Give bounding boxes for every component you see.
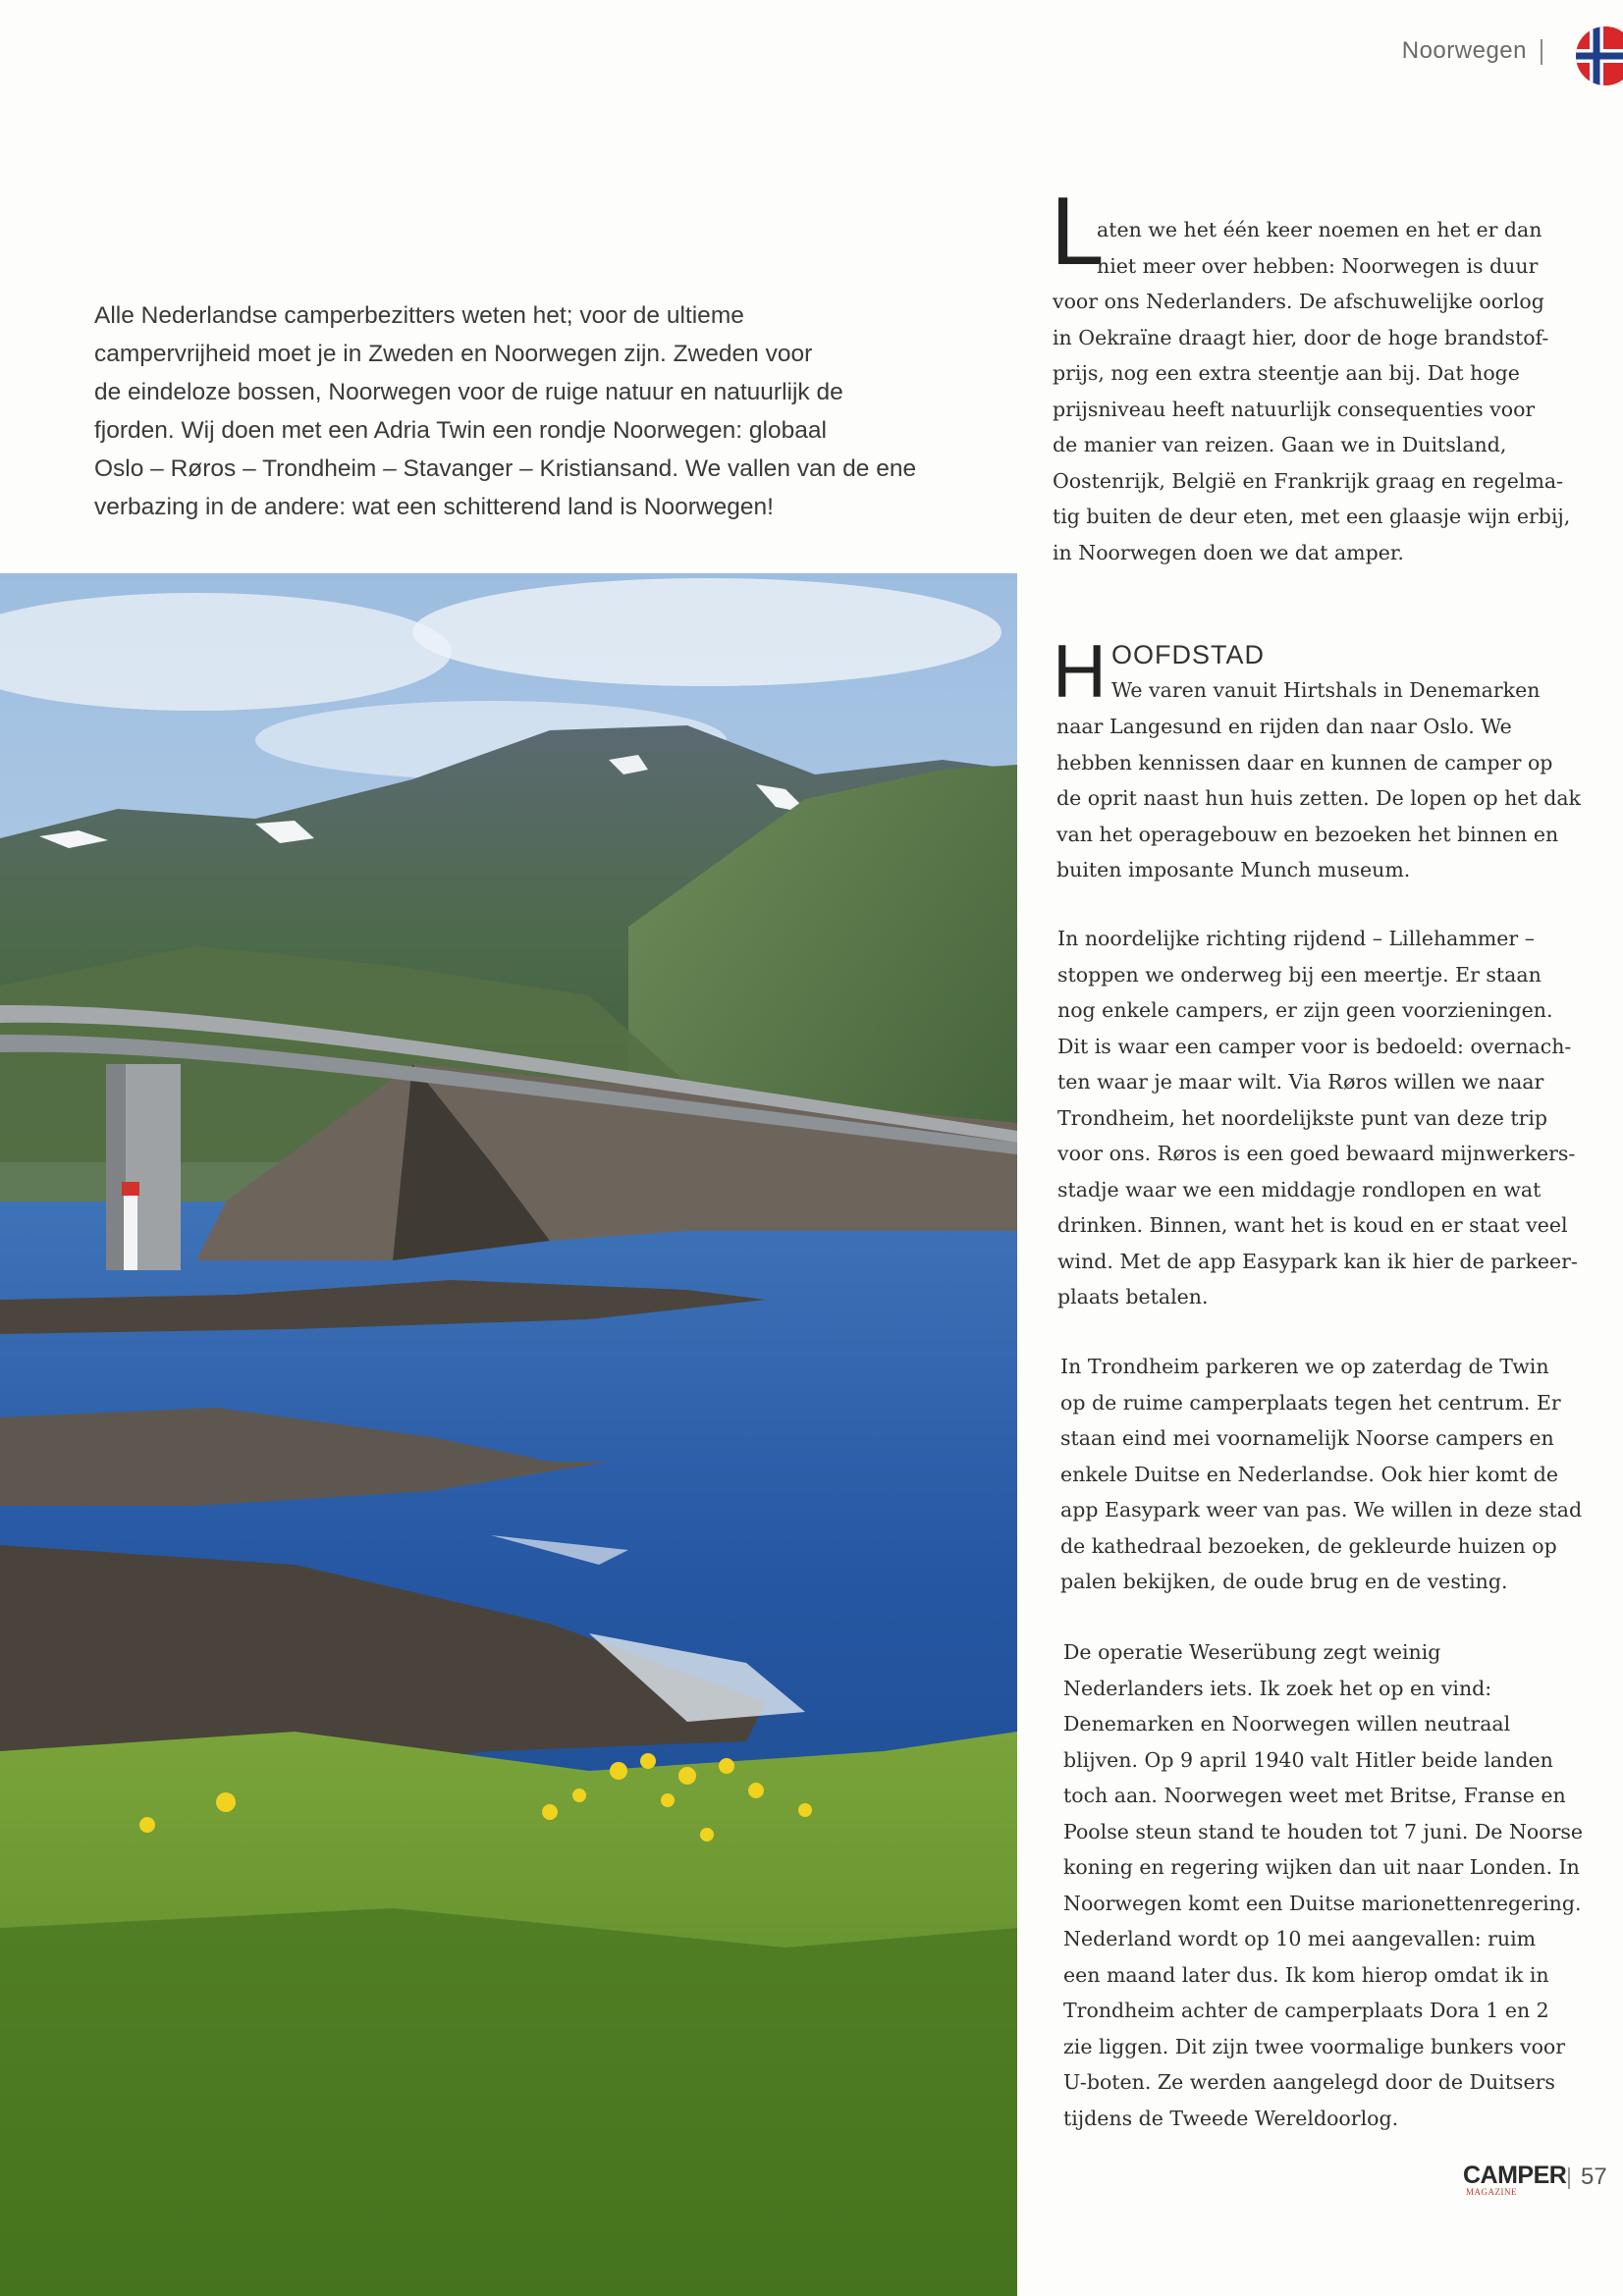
text-line: plaats betalen. xyxy=(1057,1285,1209,1308)
intro-line: Oslo – Røros – Trondheim – Stavanger – Kristiansand. We vallen van de ene xyxy=(94,455,917,482)
intro-line: de eindeloze bossen, Noorwegen voor de ruige natuur en natuurlijk de xyxy=(94,379,843,405)
text-line: stadje waar we een middagje rondlopen en wat xyxy=(1057,1177,1542,1201)
text-line: ten waar je maar wilt. Via Røros willen we naar xyxy=(1057,1070,1544,1094)
text-line: de oprit naast hun huis zetten. De lopen op het dak xyxy=(1056,786,1581,810)
text-line: Denemarken en Noorwegen willen neutraal xyxy=(1063,1712,1511,1735)
text-line: zie liggen. Dit zijn twee voormalige bunkers voor xyxy=(1063,2034,1566,2058)
text-line: In noordelijke richting rijdend – Lillehammer – xyxy=(1057,927,1535,950)
header-divider xyxy=(1541,39,1542,65)
text-line: toch aan. Noorwegen weet met Britse, Franse en xyxy=(1063,1784,1566,1807)
text-line: naar Langesund en rijden dan naar Oslo. We xyxy=(1056,715,1512,738)
text-line: tijdens de Tweede Wereldoorlog. xyxy=(1063,2106,1399,2130)
text-line: de kathedraal bezoeken, de gekleurde huizen op xyxy=(1060,1533,1557,1558)
text-line: Noorwegen komt een Duitse marionettenregering. xyxy=(1063,1891,1582,1915)
text-line: voor ons Nederlanders. De afschuwelijke oorlog xyxy=(1053,290,1544,313)
text-line: Trondheim achter de camperplaats Dora 1 en 2 xyxy=(1063,1999,1549,2022)
article-paragraph-2-continued xyxy=(1056,709,1581,888)
text-line: Trondheim, het noordelijkste punt van deze trip xyxy=(1057,1105,1548,1130)
intro-paragraph xyxy=(94,296,998,526)
text-line: koning en regering wijken dan uit naar Londen. In xyxy=(1063,1855,1580,1879)
text-line: prijsniveau heeft natuurlijk consequenties voor xyxy=(1053,397,1536,421)
intro-line: verbazing in de andere: wat een schitterend land is Noorwegen! xyxy=(94,494,774,520)
norway-flag-icon xyxy=(1576,27,1623,85)
text-line: voor ons. Røros is een goed bewaard mijnwerkers- xyxy=(1057,1142,1576,1165)
text-line: buiten imposante Munch museum. xyxy=(1056,858,1411,881)
article-paragraph-1 xyxy=(1097,212,1542,284)
page-number: 57 xyxy=(1581,2163,1607,2190)
text-line: Dit is waar een camper voor is bedoeld: overnach- xyxy=(1057,1034,1572,1058)
text-line: in Oekraïne draagt hier, door de hoge brandstof- xyxy=(1053,325,1549,349)
article-paragraph-1-continued xyxy=(1053,284,1570,570)
article-paragraph-3 xyxy=(1057,921,1578,1315)
intro-line: Alle Nederlandse camperbezitters weten het; voor de ultieme xyxy=(94,302,744,329)
subhead-hoofdstad: OOFDSTAD xyxy=(1111,640,1265,669)
text-line: We varen vanuit Hirtshals in Denemarken xyxy=(1111,678,1541,702)
text-line: De operatie Weserübung zegt weinig xyxy=(1063,1640,1441,1664)
magazine-logo: CAMPER xyxy=(1463,2162,1567,2189)
text-line: in Noorwegen doen we dat amper. xyxy=(1053,540,1404,564)
text-line: palen bekijken, de oude brug en de vesting. xyxy=(1060,1570,1508,1593)
article-paragraph-4 xyxy=(1060,1349,1582,1600)
text-line: op de ruime camperplaats tegen het centrum. Er xyxy=(1060,1390,1561,1415)
text-line: nog enkele campers, er zijn geen voorzieningen. xyxy=(1057,998,1553,1022)
article-paragraph-2 xyxy=(1111,672,1540,709)
text-line: enkele Duitse en Nederlandse. Ook hier komt de xyxy=(1060,1462,1558,1486)
text-line: tig buiten de deur eten, met een glaasje wijn erbij, xyxy=(1053,505,1571,528)
text-line: aten we het één keer noemen en het er dan xyxy=(1097,218,1542,241)
intro-line: fjorden. Wij doen met een Adria Twin een rondje Noorwegen: globaal xyxy=(94,417,827,444)
text-line: Oostenrijk, België en Frankrijk graag en regelma- xyxy=(1053,468,1564,493)
text-line: staan eind mei voornamelijk Noorse campers en xyxy=(1060,1426,1554,1450)
text-line: In Trondheim parkeren we op zaterdag de Twin xyxy=(1060,1355,1549,1378)
dropcap-l: L xyxy=(1051,177,1105,285)
text-line: Nederlanders iets. Ik zoek het op en vind: xyxy=(1063,1676,1492,1700)
text-line: Nederland wordt op 10 mei aangevallen: ruim xyxy=(1063,1927,1537,1950)
article-paragraph-5 xyxy=(1063,1634,1583,2136)
text-line: van het operagebouw en bezoeken het binnen en xyxy=(1056,822,1559,846)
text-line: stoppen we onderweg bij een meertje. Er staan xyxy=(1057,962,1542,987)
text-line: niet meer over hebben: Noorwegen is duur xyxy=(1097,253,1539,278)
dropcap-h: H xyxy=(1053,630,1107,714)
text-line: app Easypark weer van pas. We willen in deze stad xyxy=(1060,1498,1583,1522)
text-line: hebben kennissen daar en kunnen de camper op xyxy=(1056,750,1553,774)
atlantic-road-bridge-photo xyxy=(0,573,1017,2296)
text-line: U-boten. Ze werden aangelegd door de Duitsers xyxy=(1063,2070,1555,2094)
magazine-logo-sub: MAGAZINE xyxy=(1466,2187,1517,2197)
text-line: drinken. Binnen, want het is koud en er staat veel xyxy=(1057,1213,1568,1237)
text-line: een maand later dus. Ik kom hierop omdat ik in xyxy=(1063,1962,1549,1987)
text-line: Poolse steun stand te houden tot 7 juni. De Noorse xyxy=(1063,1819,1584,1843)
text-line: blijven. Op 9 april 1940 valt Hitler beide landen xyxy=(1063,1747,1553,1772)
intro-line: campervrijheid moet je in Zweden en Noorwegen zijn. Zweden voor xyxy=(94,341,813,367)
text-line: wind. Met de app Easypark kan ik hier de parkeer- xyxy=(1057,1249,1578,1273)
footer-divider xyxy=(1568,2167,1570,2189)
text-line: prijs, nog een extra steentje aan bij. Dat hoge xyxy=(1053,361,1520,385)
section-title: Noorwegen xyxy=(1401,37,1527,64)
text-line: de manier van reizen. Gaan we in Duitsland, xyxy=(1053,433,1507,456)
